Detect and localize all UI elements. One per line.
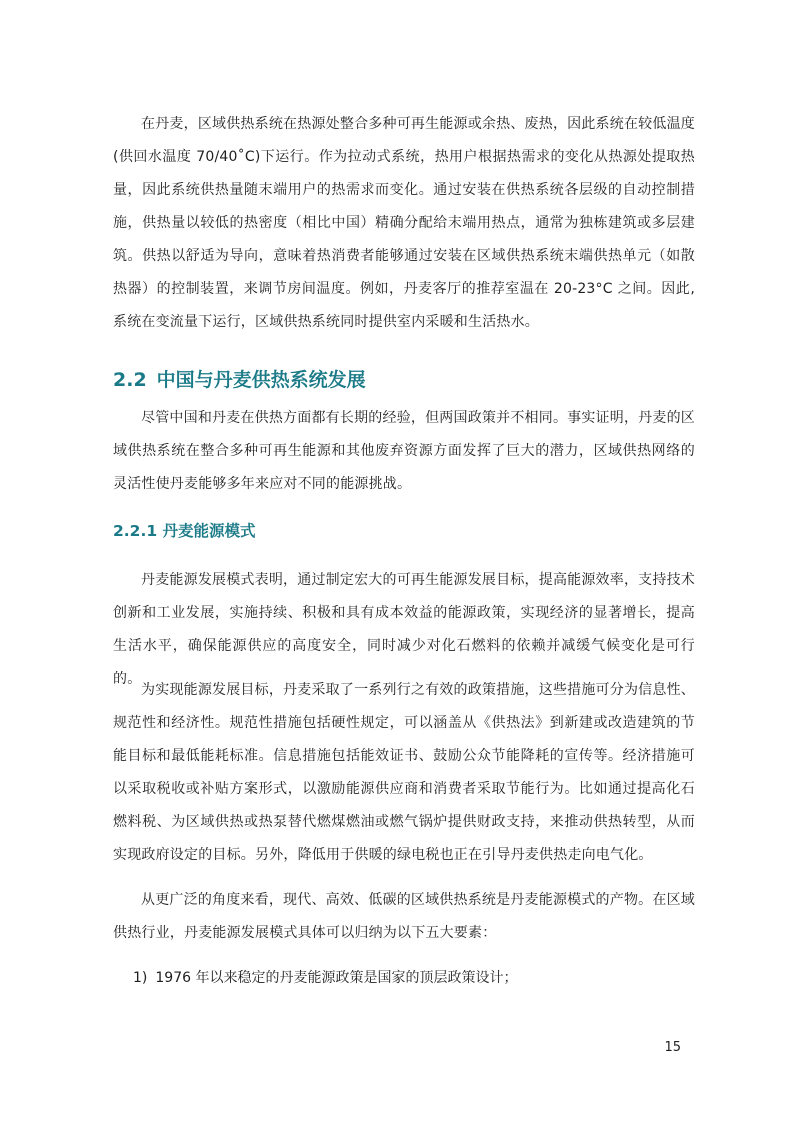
list-item-text: 1976 年以来稳定的丹麦能源政策是国家的顶层政策设计； <box>155 970 518 986</box>
paragraph-energy-model: 丹麦能源发展模式表明，通过制定宏大的可再生能源发展目标，提高能源效率，支持技术创新和工业发展，实施持续、积极和具有成本效益的能源政策，实现经济的显著增长，提高生活水平，确保能源供应的高度安全，同时减少对化石燃料的依赖并减缓气候变化是可行的。 <box>113 572 695 687</box>
list-item-marker: 1) <box>133 970 148 986</box>
section-heading <box>113 364 366 396</box>
paragraph-five-elements-intro: 从更广泛的角度来看，现代、高效、低碳的区域供热系统是丹麦能源模式的产物。在区域供热行业，丹麦能源发展模式具体可以归纳为以下五大要素： <box>113 892 695 941</box>
paragraph-policy-comparison: 尽管中国和丹麦在供热方面都有长期的经验，但两国政策并不相同。事实证明，丹麦的区域供热系统在整合多种可再生能源和其他废弃资源方面发挥了巨大的潜力，区域供热网络的灵活性使丹麦能够多年来应对不同的能源挑战。 <box>113 410 695 492</box>
paragraph-policy-measures: 为实现能源发展目标，丹麦采取了一系列行之有效的政策措施，这些措施可分为信息性、规范性和经济性。规范性措施包括硬性规定，可以涵盖从《供热法》到新建或改造建筑的节能目标和最低能耗标准。信息措施包括能效证书、鼓励公众节能降耗的宣传等。经济措施可以采取税收或补贴方案形式，以激励能源供应商和消费者采取节能行为。比如通过提高化石燃料税、为区域供热或热泵替代燃煤燃油或燃气锅炉提供财政支持，来推动供热转型，从而实现政府设定的目标。另外，降低用于供暖的绿电税也正在引导丹麦供热走向电气化。 <box>113 682 695 863</box>
paragraph-district-heating-denmark: 在丹麦，区域供热系统在热源处整合多种可再生能源或余热、废热，因此系统在较低温度(供回水温度 70/40˚C)下运行。作为拉动式系统，热用户根据热需求的变化从热源处提取热量，因此系统供热量随末端用户的热需求而变化。通过安装在供热系统各层级的自动控制措施，供热量以较低的热密度（相比中国）精确分配给末端用热点，通常为独栋建筑或多层建筑。供热以舒适为导向，意味着热消费者能够通过安装在区域供热系统末端供热单元（如散热器）的控制装置，来调节房间温度。例如，丹麦客厅的推荐室温在 20-23°C 之间。因此, 系统在变流量下运行，区域供热系统同时提供室内采暖和生活热水。 <box>113 116 695 330</box>
subsection-heading: 2.2.1 丹麦能源模式 <box>113 522 256 540</box>
page-number: 15 <box>664 1040 681 1055</box>
section-number: 2.2 <box>113 369 147 391</box>
section-title: 中国与丹麦供热系统发展 <box>156 369 366 391</box>
list-item <box>133 962 517 995</box>
